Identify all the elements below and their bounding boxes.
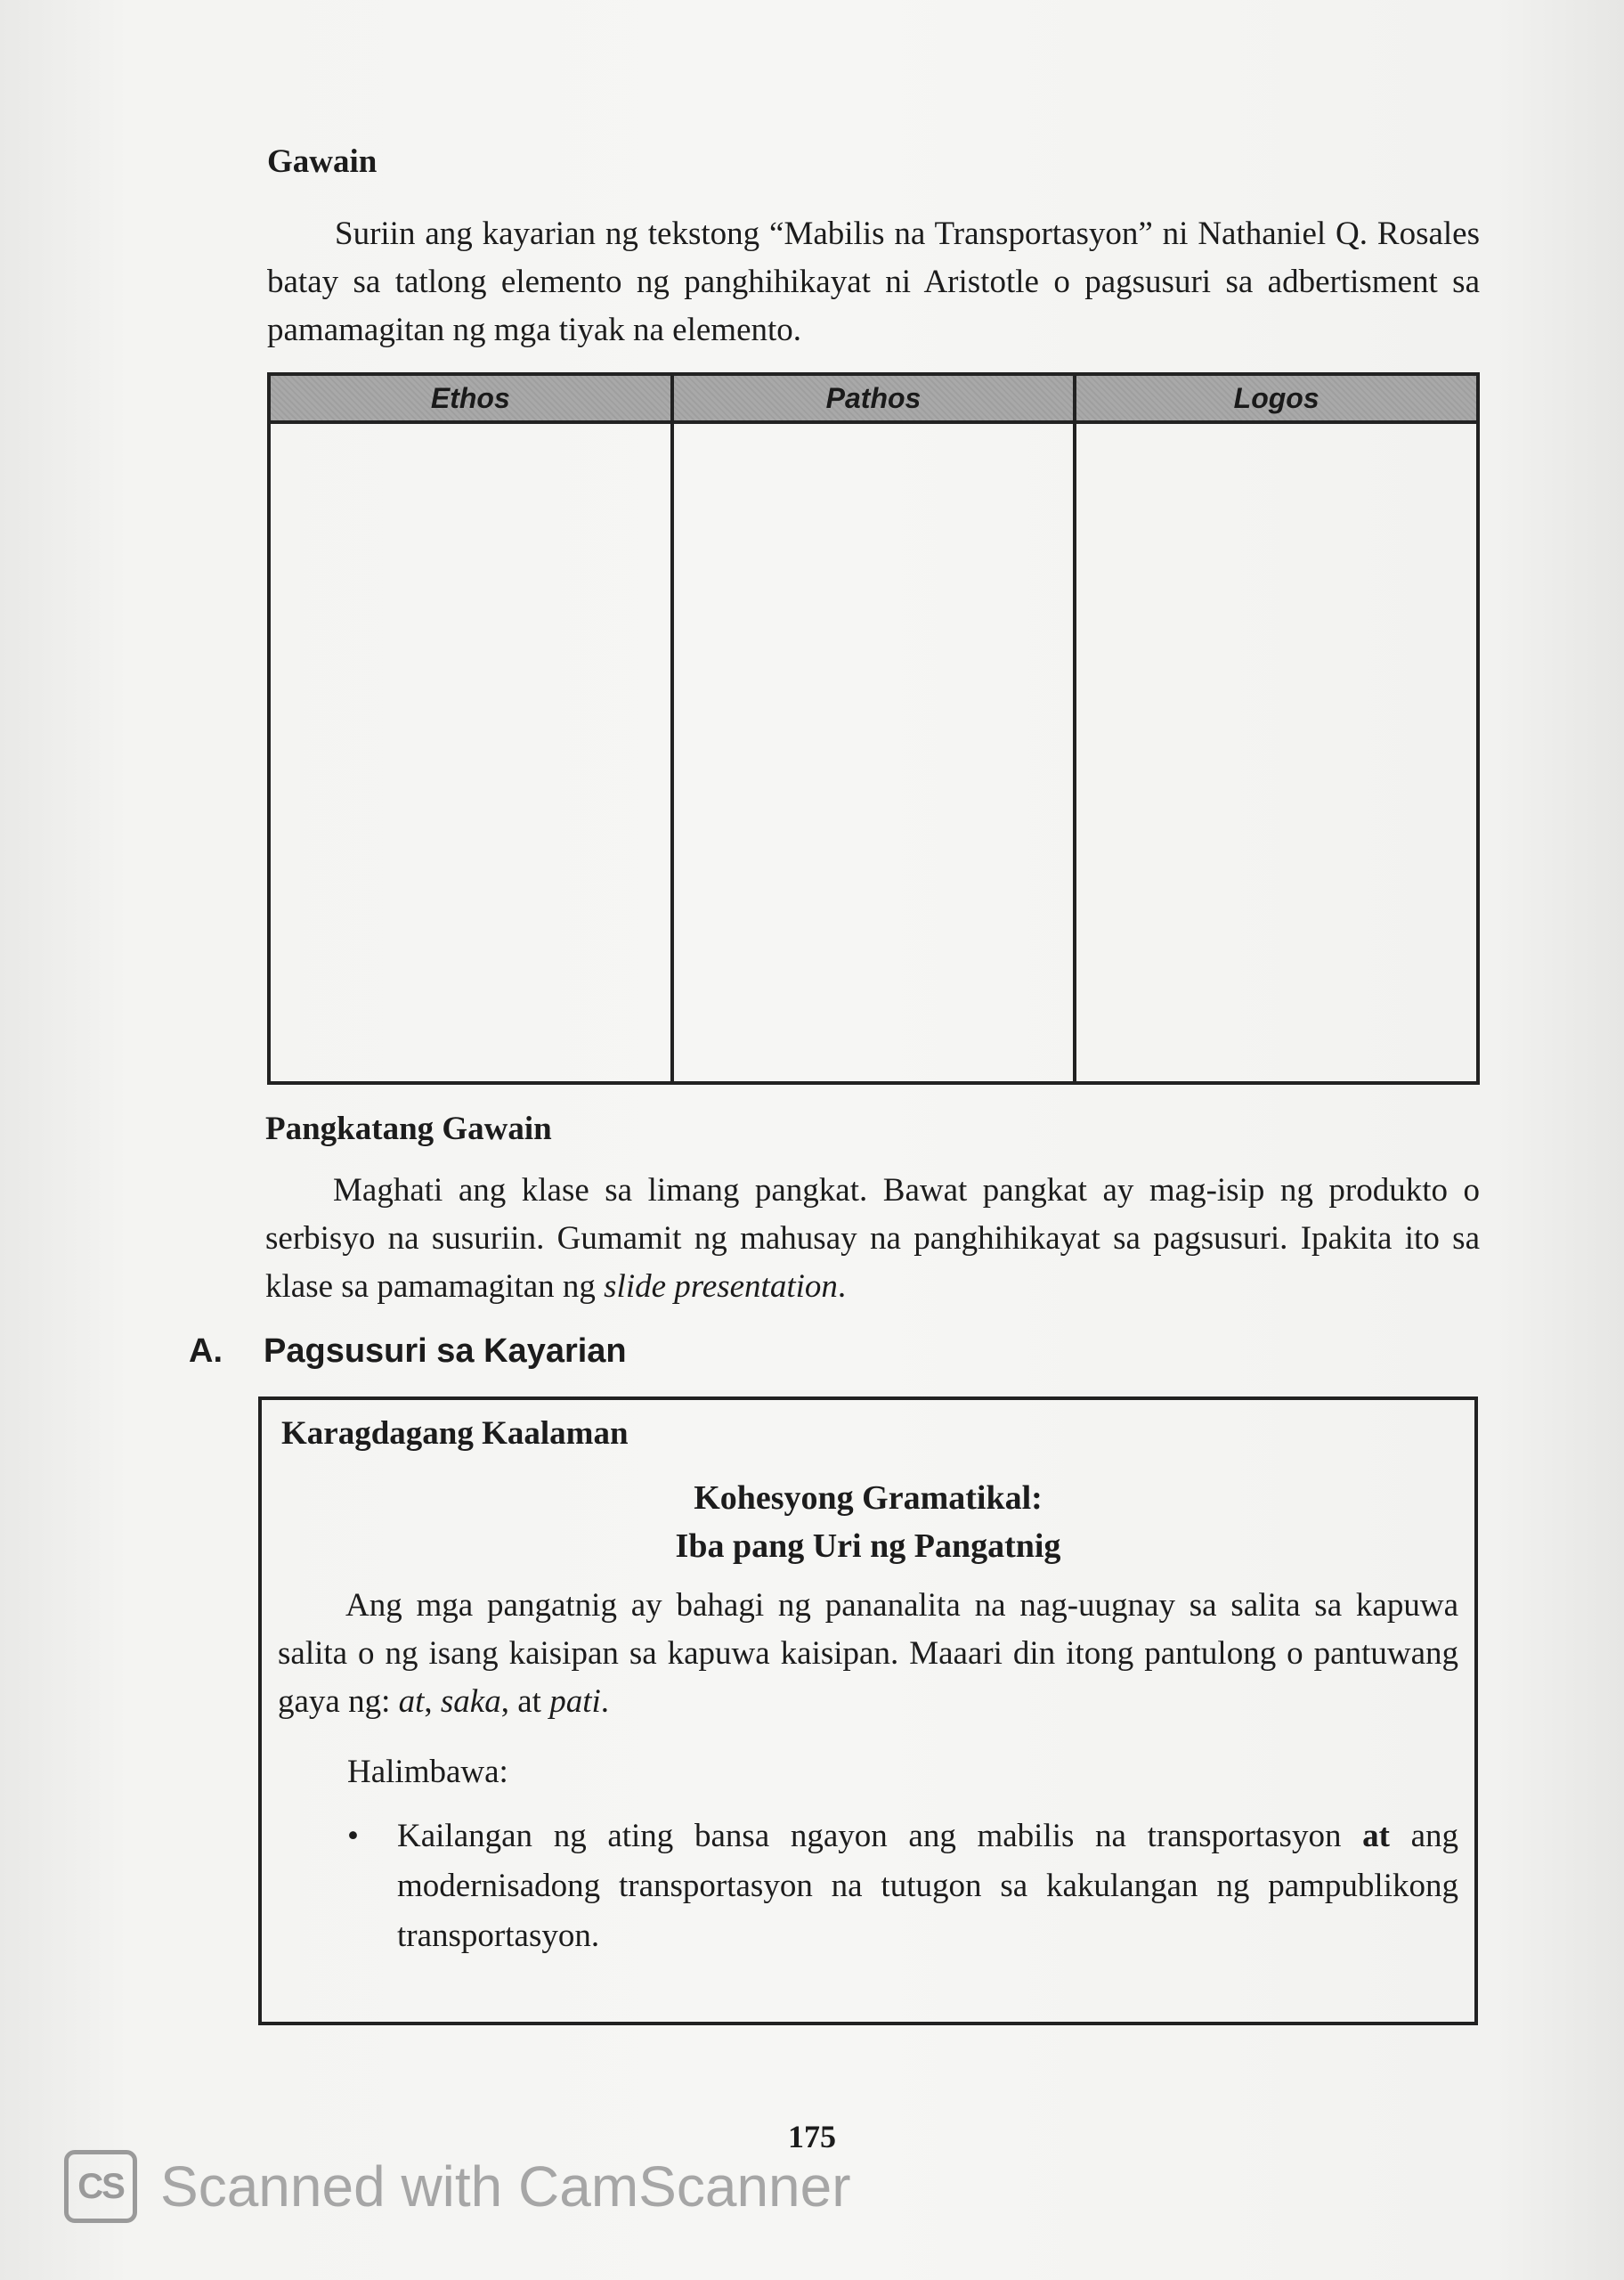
table-header-row bbox=[269, 374, 1478, 422]
header-ethos: Ethos bbox=[269, 374, 672, 422]
box-label: Karagdagang Kaalaman bbox=[281, 1415, 629, 1452]
section-title: Pagsusuri sa Kayarian bbox=[264, 1332, 627, 1370]
box-word-pati: pati bbox=[549, 1683, 601, 1720]
section-a-heading bbox=[189, 1332, 627, 1371]
box-para-end: . bbox=[600, 1683, 609, 1720]
page-number: 175 bbox=[788, 2119, 836, 2154]
box-title-line1: Kohesyong Gramatikal: bbox=[694, 1479, 1043, 1517]
pangkatang-text-end: . bbox=[837, 1268, 847, 1305]
box-word-at: at bbox=[398, 1683, 425, 1720]
camscanner-logo-icon: CS bbox=[64, 2150, 137, 2223]
pangkatang-text-main: Maghati ang klase sa limang pangkat. Bawat pangkat ay mag-isip ng produkto o serbisyo na susuriin. Gumamit ng mahusay na panghihikayat sa pagsusuri. Ipakita ito sa klase sa pamamagitan ng bbox=[265, 1172, 1480, 1305]
logos-cell[interactable] bbox=[1075, 422, 1478, 1083]
table-row bbox=[269, 422, 1478, 1083]
list-item bbox=[347, 1812, 1458, 1961]
ethos-cell[interactable] bbox=[269, 422, 672, 1083]
pangkatang-text-italic: slide presentation bbox=[604, 1268, 838, 1305]
example-after: ang modernisadong transportasyon na tutugon sa kakulangan ng pampublikong transportasyon. bbox=[397, 1818, 1458, 1954]
example-text bbox=[397, 1812, 1458, 1961]
pangkatang-gawain-heading: Pangkatang Gawain bbox=[265, 1111, 552, 1147]
section-letter: A. bbox=[189, 1332, 223, 1370]
header-pathos: Pathos bbox=[672, 374, 1076, 422]
example-bold-word: at bbox=[1362, 1818, 1390, 1854]
watermark-text: Scanned with CamScanner bbox=[160, 2154, 851, 2219]
box-title-line2: Iba pang Uri ng Pangatnig bbox=[675, 1527, 1061, 1565]
box-word-saka: saka bbox=[440, 1683, 501, 1720]
camscanner-watermark bbox=[64, 2146, 851, 2227]
pangkatang-gawain-instructions bbox=[265, 1167, 1480, 1311]
analysis-table bbox=[267, 372, 1480, 1085]
gawain-instructions bbox=[267, 210, 1480, 354]
karagdagang-kaalaman-box bbox=[258, 1396, 1478, 2025]
box-paragraph bbox=[278, 1582, 1458, 1726]
bullet-icon: • bbox=[347, 1818, 359, 1854]
gawain-heading: Gawain bbox=[267, 143, 378, 180]
pathos-cell[interactable] bbox=[672, 422, 1076, 1083]
header-logos: Logos bbox=[1075, 374, 1478, 422]
gawain-instructions-text: Suriin ang kayarian ng tekstong “Mabilis na Transportasyon” ni Nathaniel Q. Rosales batay sa tatlong elemento ng panghihikayat ni Aristotle o pagsusuri sa adbertisment sa pamamagitan ng mga tiyak na elemento. bbox=[267, 216, 1480, 348]
example-before: Kailangan ng ating bansa ngayon ang mabilis na transportasyon bbox=[397, 1818, 1363, 1854]
example-label: Halimbawa: bbox=[347, 1754, 508, 1790]
box-sep2: , at bbox=[500, 1683, 550, 1720]
box-sep1: , bbox=[424, 1683, 441, 1720]
box-para-main: Ang mga pangatnig ay bahagi ng pananalita na nag-uugnay sa salita sa kapuwa salita o ng isang kaisipan sa kapuwa kaisipan. Maaari din itong pantulong o pantuwang gaya ng: bbox=[278, 1587, 1458, 1720]
